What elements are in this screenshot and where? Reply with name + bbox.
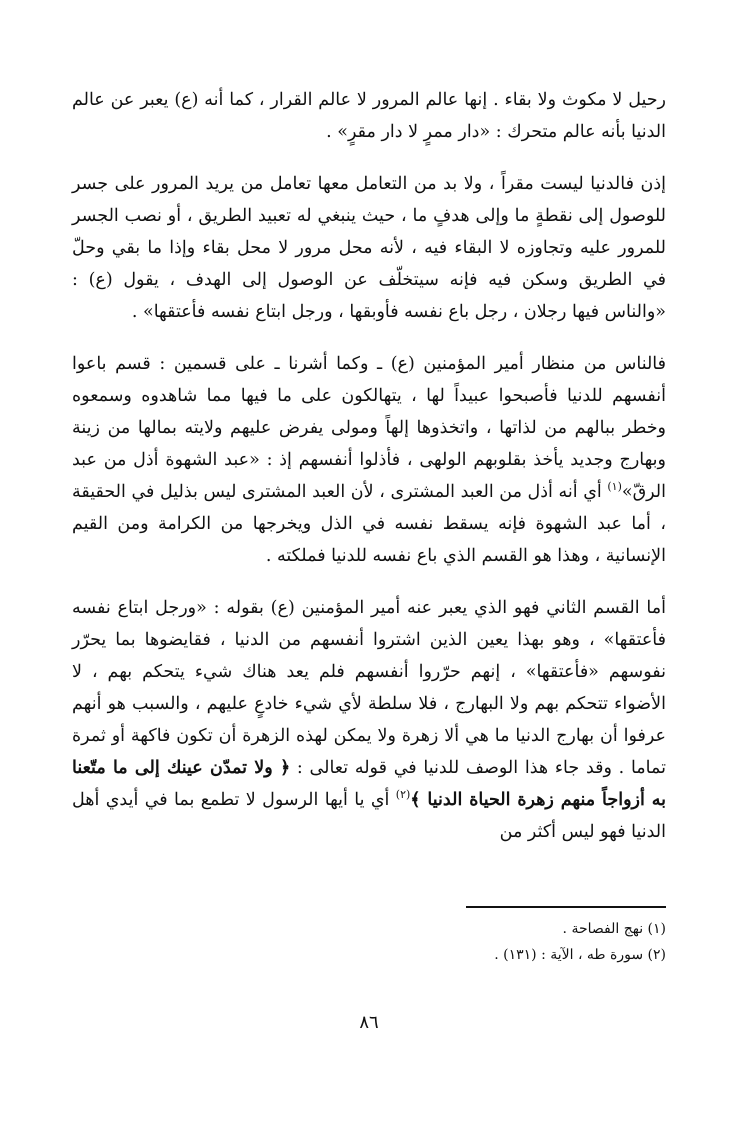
paragraph-intro: رحيل لا مكوث ولا بقاء . إنها عالم المرور لا عالم القرار ، كما أنه (ع) يعبر عن عالم الدنيا بأنه عالم متحرك : «دار ممرٍ لا دار مقرٍ» . [72, 90, 666, 142]
paragraph-text: أي يا أيها الرسول لا تطمع بما في أيدي أهل الدنيا فهو ليس أكثر من [72, 790, 666, 842]
footnote-divider [466, 906, 666, 908]
paragraph-gap [72, 572, 666, 592]
footnote-1: (١) نهج الفصاحة . [562, 921, 666, 937]
paragraph-world-as-bridge: إذن فالدنيا ليست مقراً ، ولا بد من التعامل معها تعامل من يريد المرور على جسر للوصول إلى نقطةٍ ما وإلى هدفٍ ما ، حيث ينبغي له تعبيد الطريق ، أو نصب الجسر للمرور عليه وتجاوزه لا البقاء فيه ، لأنه محل مرور لا محل بقاء وإذا ما بقي وحلّ في الطريق وسكن فيه فإنه سيتخلّف عن الوصول إلى الهدف ، يقول (ع) : «والناس فيها رجلان ، رجل باع نفسه فأوبقها ، ورجل ابتاع نفسه فأعتقها» . [72, 174, 666, 322]
footnote-2: (٢) سورة طه ، الآية : (١٣١) . [494, 947, 666, 963]
footnote-ref-1: (١) [607, 480, 622, 494]
paragraph-text: فالناس من منظار أمير المؤمنين (ع) ـ وكما أشرنا ـ على قسمين : قسم باعوا أنفسهم للدنيا فأصبحوا عبيداً لها ، يتهالكون على ما فيها مما شاهدوه وسمعوه وخطر ببالهم من لذاتها ، واتخذوها إلهاً ومولى يفرض عليهم ولايته بمالها من زينة وبهارج وجديد يأخذ بقلوبهم الولهى ، فأذلوا أنفسهم إذ : «عبد الشهوة أذل من عبد الرقّ» [72, 354, 666, 502]
paragraph-second-group [72, 592, 666, 848]
quran-verse: ﴿ ولا تمدّن عينك إلى ما متّعنا به أزواجاً منهم زهرة الحياة الدنيا ﴾ [72, 758, 666, 810]
footnote-ref-2: (٢) [395, 788, 411, 802]
paragraph-text: أي أنه أذل من العبد المشترى ، لأن العبد المشترى ليس بذليل في الحقيقة ، أما عبد الشهوة فإنه يسقط نفسه في الذل ويخرجها من الكرامة ومن القيم الإنسانية ، وهذا هو القسم الذي باع نفسه للدنيا فملكته . [72, 482, 666, 566]
paragraph-gap [72, 148, 666, 168]
paragraph-gap [72, 328, 666, 348]
book-page [72, 84, 666, 1084]
paragraph-text: أما القسم الثاني فهو الذي يعبر عنه أمير المؤمنين (ع) بقوله : «ورجل ابتاع نفسه فأعتقها» ، وهو بهذا يعين الذين اشتروا أنفسهم من الدنيا ، فقايضوها بما يحرّر نفوسهم «فأعتقها» ، إنهم حرّروا أنفسهم فلم يعد هناك شيء يتحكم بهم ، لا الأضواء تتحكم بهم ولا البهارج ، فلا سلطة لأي شيء خادعٍ عليهم ، والسبب هو أنهم عرفوا أن بهارج الدنيا ما هي ألا زهرة ولا يمكن لهذه الزهرة أن تكون فاكهة أو ثمرة تماما . وقد جاء هذا الوصف للدنيا في قوله تعالى : [72, 598, 666, 778]
page-number: ٨٦ [359, 1012, 379, 1033]
footnotes [72, 916, 666, 968]
paragraph-first-group [72, 348, 666, 572]
